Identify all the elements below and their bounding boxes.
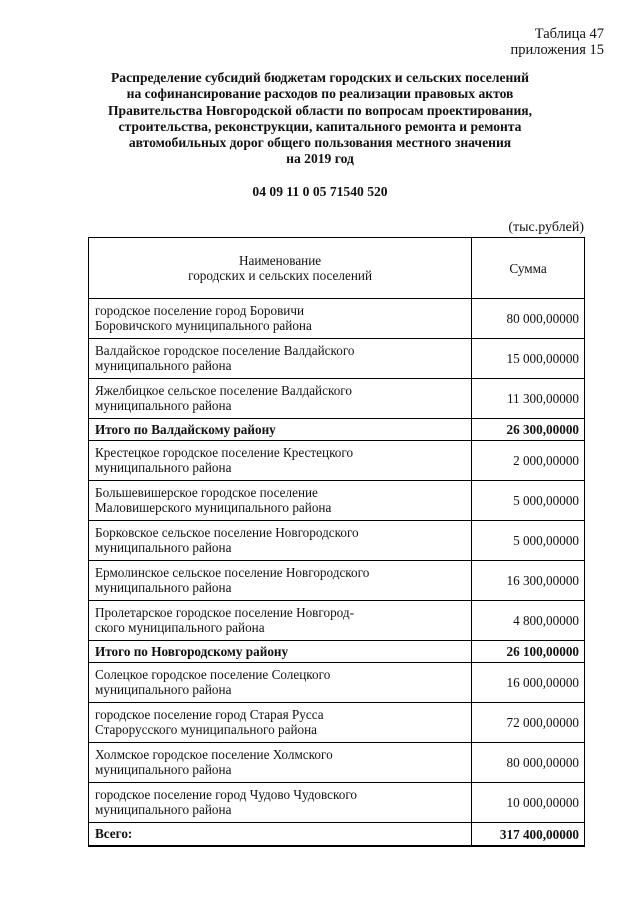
settlement-name-line: городское поселение город Боровичи [95,303,305,318]
settlement-name-cell [89,823,472,847]
settlement-name-line: Итого по Валдайскому району [95,421,276,437]
amount-cell: 4 800,00000 [472,601,585,641]
settlement-name-line: муниципального района [95,802,232,817]
table-row [89,743,585,783]
settlement-name-cell [89,379,472,419]
column-header-name-line: городских и сельских поселений [188,268,373,283]
settlement-name-cell [89,703,472,743]
settlement-name-line: Большевишерское городское поселение [95,485,318,500]
settlement-name-line: Валдайское городское поселение Валдайского [95,343,355,358]
settlement-name-cell [89,339,472,379]
amount-cell: 5 000,00000 [472,521,585,561]
settlement-name-cell [89,783,472,823]
settlement-name-cell [89,419,472,441]
table-row [89,379,585,419]
table-number: Таблица 47 [534,26,604,42]
amount-cell: 72 000,00000 [472,703,585,743]
settlement-name-cell [89,663,472,703]
table-row [89,561,585,601]
settlement-name-line: Яжелбицкое сельское поселение Валдайского [95,383,352,398]
title-line: на софинансирование расходов по реализации правовых актов [126,86,514,102]
title-line: автомобильных дорог общего пользования местного значения [128,135,512,151]
table-reference [511,26,604,58]
column-header-name [89,238,472,299]
settlement-name-line: муниципального района [95,580,232,595]
settlement-name-line: Борковское сельское поселение Новгородского [95,525,359,540]
settlement-name-line: городское поселение город Старая Русса [95,707,324,722]
settlement-name-line: муниципального района [95,682,232,697]
settlement-name-line: муниципального района [95,540,232,555]
amount-cell: 26 300,00000 [472,419,585,441]
amount-cell: 15 000,00000 [472,339,585,379]
units-label: (тыс.рублей) [508,220,584,235]
table-row [89,601,585,641]
settlement-name-line: Крестецкое городское поселение Крестецкого [95,445,354,460]
amount-cell: 317 400,00000 [472,823,585,847]
settlement-name-line: муниципального района [95,398,232,413]
settlement-name-cell [89,561,472,601]
amount-cell: 26 100,00000 [472,641,585,663]
amount-cell: 5 000,00000 [472,481,585,521]
settlement-name-line: Холмское городское поселение Холмского [95,747,333,762]
settlement-name-cell [89,641,472,663]
settlement-name-line: муниципального района [95,460,232,475]
title-line: Распределение субсидий бюджетам городских и сельских поселений [111,70,529,85]
settlement-name-line: Всего: [95,826,133,841]
amount-cell: 11 300,00000 [472,379,585,419]
settlement-name-cell [89,601,472,641]
document-title [80,70,560,168]
title-line: на 2019 год [286,151,354,167]
settlement-name-cell [89,441,472,481]
title-line: Правительства Новгородской области по вопросам проектирования, [107,102,533,118]
settlement-name-cell [89,743,472,783]
settlement-name-cell [89,299,472,339]
settlement-name-cell [89,481,472,521]
subtotal-row [89,641,585,663]
amount-cell: 80 000,00000 [472,743,585,783]
settlement-name-line: муниципального района [95,358,232,373]
settlement-name-line: Итого по Новгородскому району [95,643,289,659]
title-line: строительства, реконструкции, капитального ремонта и ремонта [118,118,522,134]
table-row [89,339,585,379]
settlement-name-line: Солецкое городское поселение Солецкого [95,667,331,682]
table-row [89,703,585,743]
amount-cell: 16 000,00000 [472,663,585,703]
column-header-name-line: Наименование [238,253,322,268]
amount-cell: 2 000,00000 [472,441,585,481]
amount-cell: 80 000,00000 [472,299,585,339]
settlement-name-line: городское поселение город Чудово Чудовского [95,787,358,802]
table-row [89,663,585,703]
settlement-name-line: Ермолинское сельское поселение Новгородского [95,565,370,580]
appendix-number: приложения 15 [510,42,604,58]
amount-cell: 10 000,00000 [472,783,585,823]
table-header-row [89,238,585,299]
settlement-name-line: ского муниципального района [95,620,265,635]
settlement-name-line: Боровичского муниципального района [95,318,312,333]
settlement-name-line: Пролетарское городское поселение Новгород- [95,605,354,620]
grand-total-row [89,823,585,847]
settlement-name-line: Маловишерского муниципального района [95,500,332,515]
settlement-name-line: Старорусского муниципального района [95,722,318,737]
table-row [89,783,585,823]
table-row [89,299,585,339]
amount-cell: 16 300,00000 [472,561,585,601]
subsidy-table [88,237,585,847]
table-row [89,481,585,521]
subtotal-row [89,419,585,441]
settlement-name-line: муниципального района [95,762,232,777]
column-header-sum: Сумма [472,238,585,299]
table-row [89,521,585,561]
table-row [89,441,585,481]
budget-classification-code: 04 09 11 0 05 71540 520 [252,184,388,199]
settlement-name-cell [89,521,472,561]
